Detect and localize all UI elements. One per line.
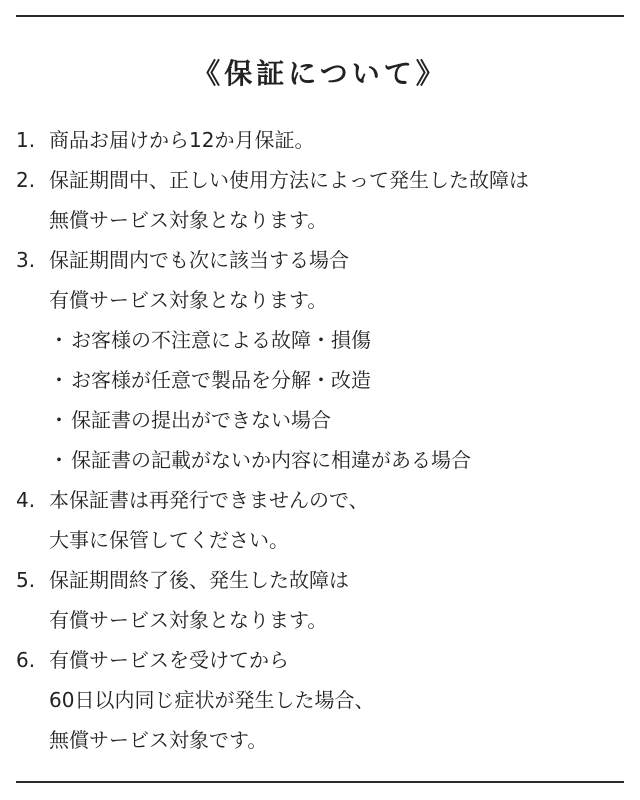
list-item-2-continuation	[16, 200, 632, 240]
list-item-3	[16, 240, 632, 280]
bullet-item	[16, 360, 632, 400]
bullet-text: 保証書の記載がないか内容に相違がある場合	[71, 448, 471, 472]
item-text: 大事に保管してください。	[49, 528, 289, 552]
list-item-5	[16, 560, 632, 600]
bullet-item	[16, 440, 632, 480]
bottom-divider	[16, 781, 624, 783]
list-item-2	[16, 160, 632, 200]
bullet-dot: ・	[49, 368, 69, 392]
warranty-list	[16, 120, 632, 760]
list-item-5-continuation	[16, 600, 632, 640]
page-title: 《保証について》	[192, 57, 448, 90]
item-number: 6.	[16, 648, 36, 672]
list-item-1	[16, 120, 632, 160]
item-text: 保証期間内でも次に該当する場合	[49, 248, 349, 272]
bullet-text: お客様の不注意による故障・損傷	[71, 328, 371, 352]
list-item-6-continuation	[16, 680, 632, 720]
bullet-text: 保証書の提出ができない場合	[71, 408, 331, 432]
bullet-text: お客様が任意で製品を分解・改造	[71, 368, 371, 392]
item-text: 保証期間中、正しい使用方法によって発生した故障は	[49, 168, 529, 192]
bullet-item	[16, 320, 632, 360]
item-number: 2.	[16, 168, 36, 192]
list-item-4	[16, 480, 632, 520]
bullet-item	[16, 400, 632, 440]
list-item-4-continuation	[16, 520, 632, 560]
item-number: 5.	[16, 568, 36, 592]
item-text: 無償サービス対象となります。	[49, 208, 328, 232]
item-text: 有償サービスを受けてから	[49, 648, 289, 672]
list-item-6-continuation	[16, 720, 632, 760]
item-text: 有償サービス対象となります。	[49, 608, 328, 632]
item-text: 60日以内同じ症状が発生した場合、	[49, 688, 375, 712]
item-text: 有償サービス対象となります。	[49, 288, 328, 312]
item-number: 3.	[16, 248, 36, 272]
bullet-dot: ・	[49, 408, 69, 432]
item-text: 商品お届けから12か月保証。	[49, 128, 315, 152]
bullet-dot: ・	[49, 448, 69, 472]
item-text: 本保証書は再発行できませんので、	[49, 488, 369, 512]
list-item-6	[16, 640, 632, 680]
list-item-3-continuation	[16, 280, 632, 320]
item-number: 1.	[16, 128, 36, 152]
top-divider	[16, 15, 624, 17]
item-text: 保証期間終了後、発生した故障は	[49, 568, 349, 592]
item-text: 無償サービス対象です。	[49, 728, 268, 752]
bullet-dot: ・	[49, 328, 69, 352]
item-number: 4.	[16, 488, 36, 512]
